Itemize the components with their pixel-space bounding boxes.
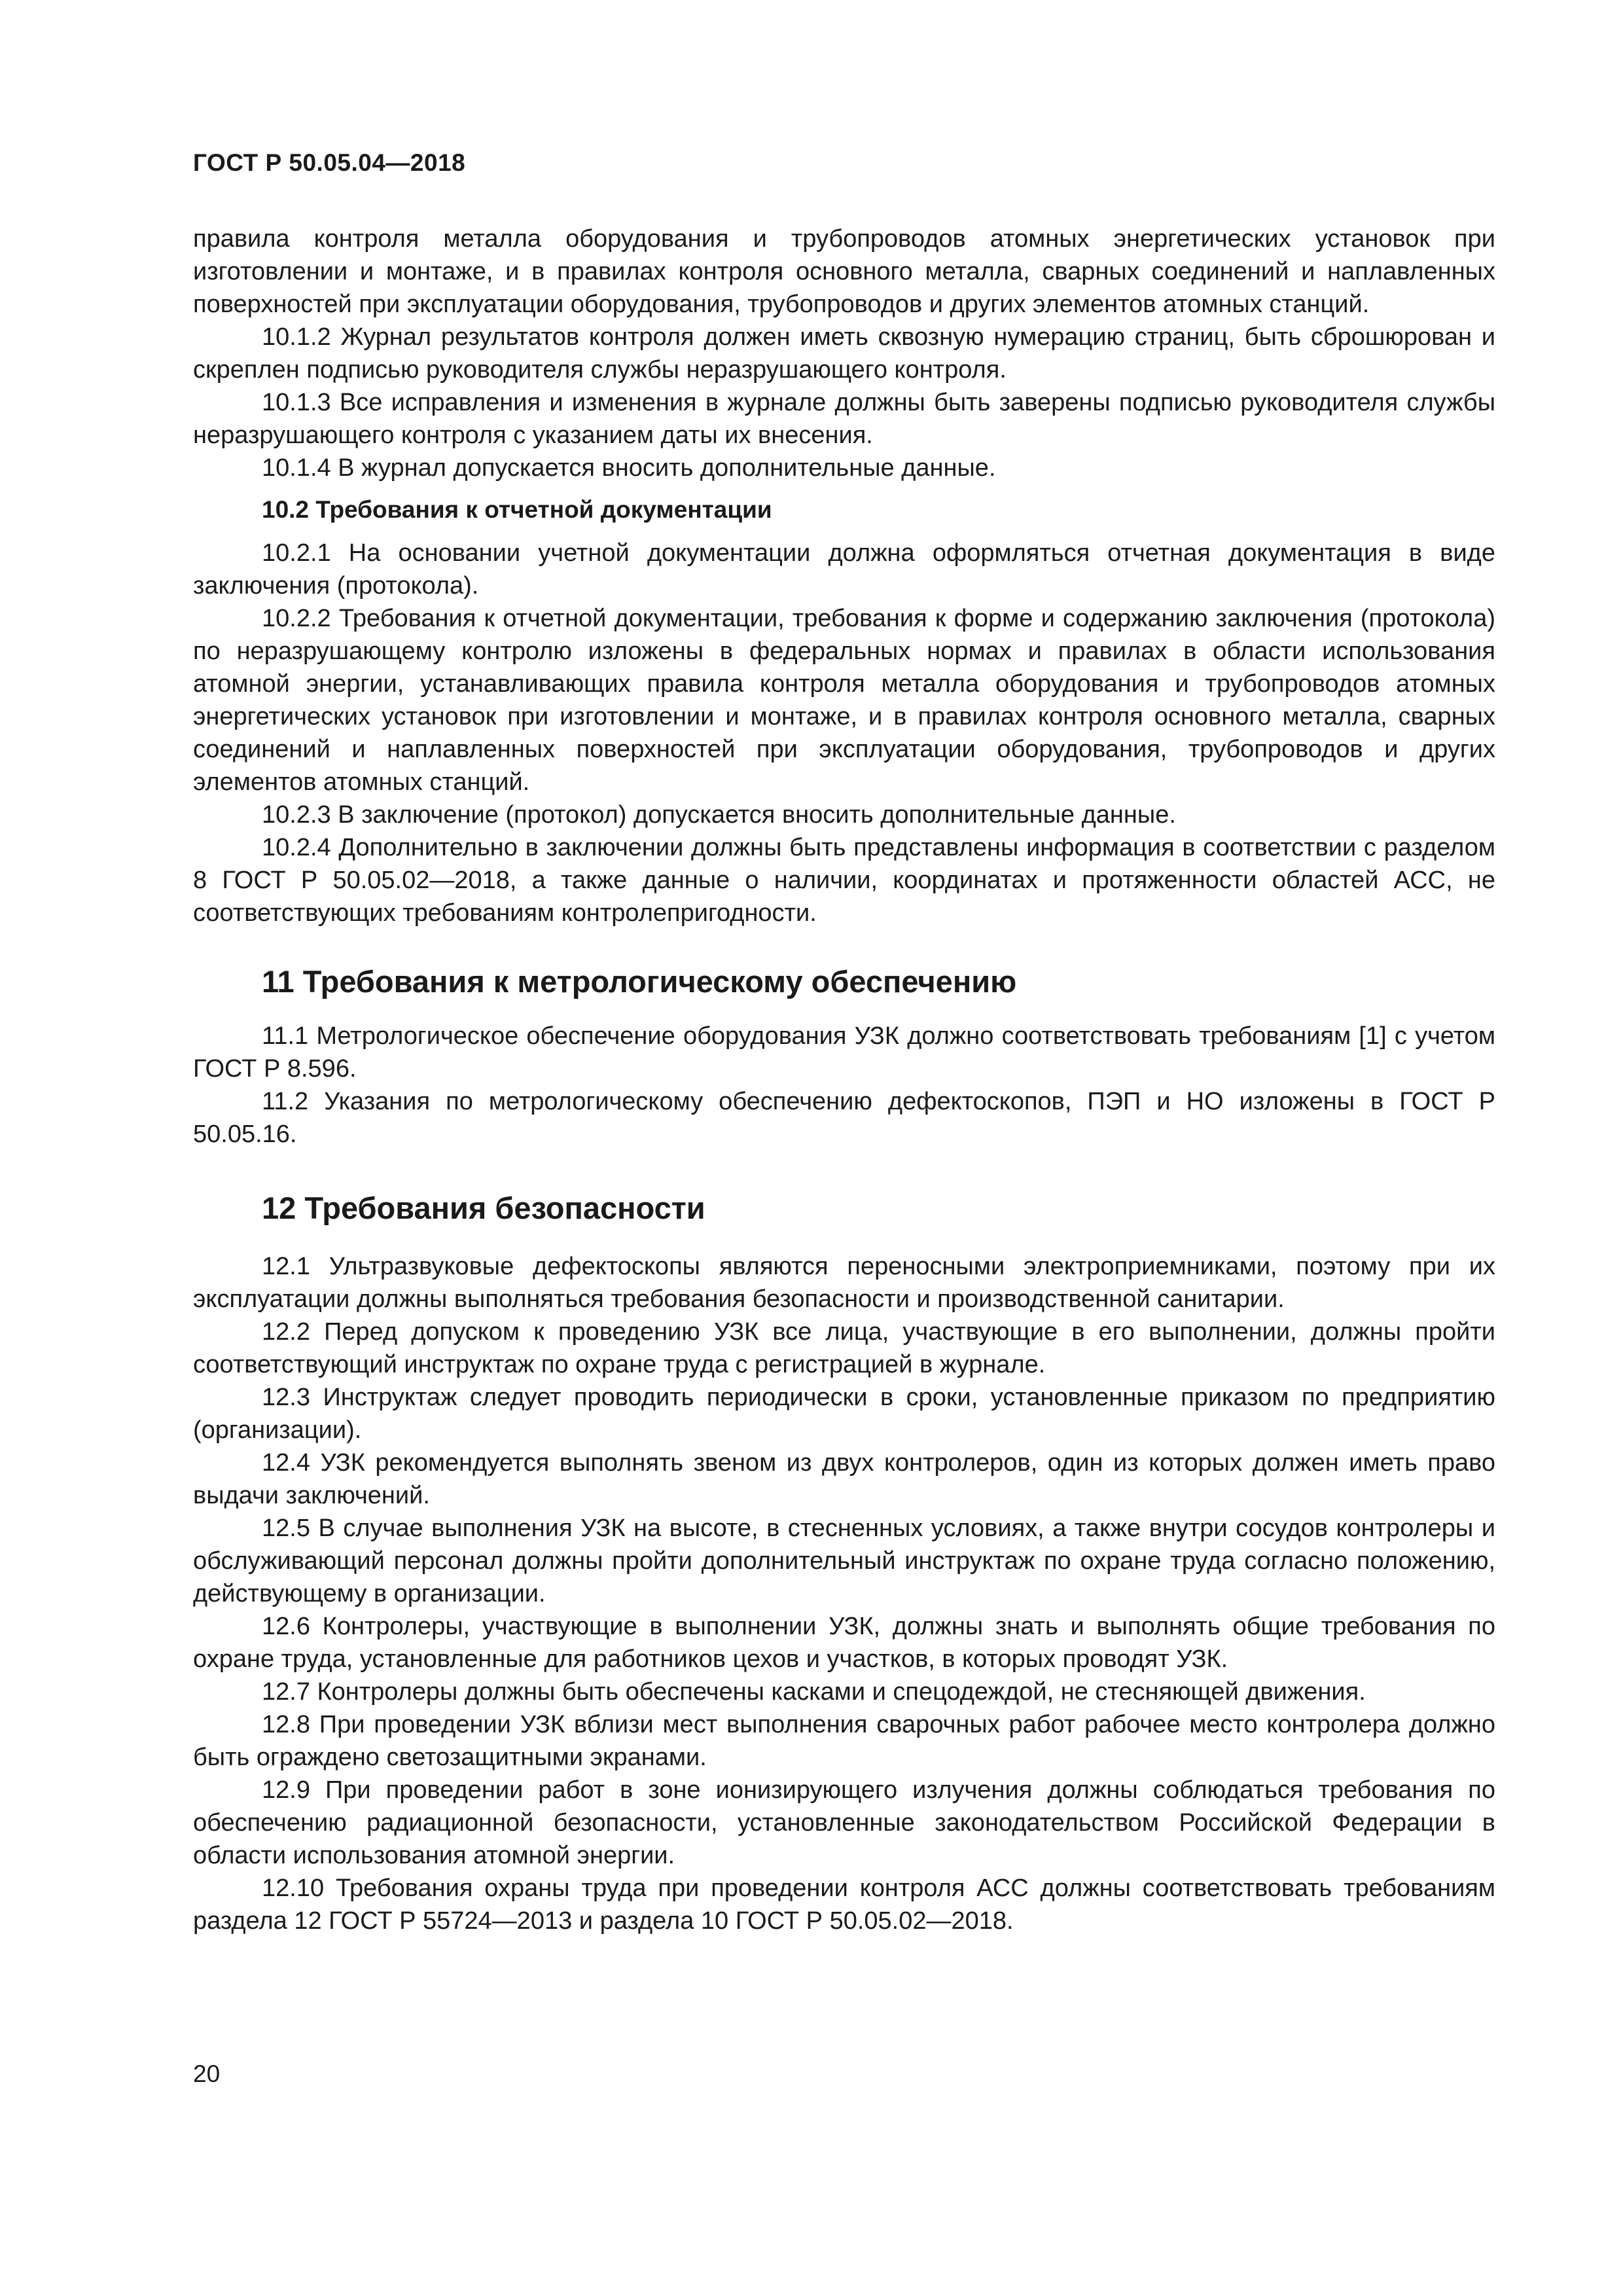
paragraph-12-6: 12.6 Контролеры, участвующие в выполнении УЗК, должны знать и выполнять общие требования по охране труда, установленные для работников цехов и участков, в которых проводят УЗК. — [193, 1613, 1495, 1673]
section-title-11: 11 Требования к метрологическому обеспечению — [262, 964, 1017, 999]
paragraph-11-1: 11.1 Метрологическое обеспечение оборудования УЗК должно соответствовать требованиям [1] с учетом ГОСТ Р 8.596. — [193, 1022, 1495, 1083]
paragraph-12-1: 12.1 Ультразвуковые дефектоскопы являются переносными электроприемниками, поэтому при их эксплуатации должны выполняться требования безопасности и производственной санитарии. — [193, 1253, 1495, 1313]
paragraph-10-2-1: 10.2.1 На основании учетной документации должна оформляться отчетная документация в виде заключения (протокола). — [193, 539, 1495, 600]
section-title-12: 12 Требования безопасности — [262, 1191, 705, 1225]
paragraph-10-1-4: 10.1.4 В журнал допускается вносить дополнительные данные. — [262, 454, 996, 482]
paragraph-10-2-4: 10.2.4 Дополнительно в заключении должны быть представлены информация в соответствии с разделом 8 ГОСТ Р 50.05.02—2018, а также данные о наличии, координатах и протяженности областей АСС, не соответствующих требованиям контролепригодности. — [193, 834, 1495, 927]
paragraph-12-3: 12.3 Инструктаж следует проводить периодически в сроки, установленные приказом по предприятию (организации). — [193, 1384, 1495, 1444]
paragraph-10-2-2: 10.2.2 Требования к отчетной документации, требования к форме и содержанию заключения (протокола) по неразрушающему контролю изложены в федеральных нормах и правилах в области использования атомной энергии, устанавливающих правила контроля металла оборудования и трубопроводов атомных энергетических установок при изготовлении и монтаже, и в правилах контроля основного металла, сварных соединений и наплавленных поверхностей при эксплуатации оборудования, трубопроводов и других элементов атомных станций. — [193, 605, 1495, 796]
page-number: 20 — [193, 2060, 221, 2087]
document-body — [193, 223, 1495, 1937]
paragraph-12-5: 12.5 В случае выполнения УЗК на высоте, в стесненных условиях, а также внутри сосудов контролеры и обслуживающий персонал должны пройти дополнительный инструктаж по охране труда согласно положению, действующему в организации. — [193, 1515, 1495, 1607]
paragraph-12-7: 12.7 Контролеры должны быть обеспечены касками и спецодеждой, не стесняющей движения. — [262, 1678, 1366, 1706]
subsection-title-10-2: 10.2 Требования к отчетной документации — [262, 496, 772, 523]
paragraph-11-2: 11.2 Указания по метрологическому обеспечению дефектоскопов, ПЭП и НО изложены в ГОСТ Р 50.05.16. — [193, 1088, 1495, 1148]
paragraph-12-8: 12.8 При проведении УЗК вблизи мест выполнения сварочных работ рабочее место контролера должно быть ограждено светозащитными экранами. — [193, 1711, 1495, 1771]
paragraph-10-1-3: 10.1.3 Все исправления и изменения в журнале должны быть заверены подписью руководителя службы неразрушающего контроля с указанием даты их внесения. — [193, 389, 1495, 449]
paragraph-12-4: 12.4 УЗК рекомендуется выполнять звеном из двух контролеров, один из которых должен иметь право выдачи заключений. — [193, 1449, 1495, 1509]
paragraph-12-2: 12.2 Перед допуском к проведению УЗК все лица, участвующие в его выполнении, должны пройти соответствующий инструктаж по охране труда с регистрацией в журнале. — [193, 1318, 1495, 1378]
paragraph-12-10: 12.10 Требования охраны труда при проведении контроля АСС должны соответствовать требованиям раздела 12 ГОСТ Р 55724—2013 и раздела 10 ГОСТ Р 50.05.02—2018. — [193, 1874, 1495, 1935]
continued-paragraph: правила контроля металла оборудования и трубопроводов атомных энергетических установок при изготовлении и монтаже, и в правилах контроля основного металла, сварных соединений и наплавленных поверхностей при эксплуатации оборудования, трубопроводов и других элементов атомных станций. — [193, 225, 1495, 318]
document-code-header: ГОСТ Р 50.05.04—2018 — [193, 149, 466, 176]
paragraph-12-9: 12.9 При проведении работ в зоне ионизирующего излучения должны соблюдаться требования по обеспечению радиационной безопасности, установленные законодательством Российской Федерации в области использования атомной энергии. — [193, 1776, 1495, 1869]
paragraph-10-1-2: 10.1.2 Журнал результатов контроля должен иметь сквозную нумерацию страниц, быть сброшюрован и скреплен подписью руководителя службы неразрушающего контроля. — [193, 323, 1495, 384]
paragraph-10-2-3: 10.2.3 В заключение (протокол) допускается вносить дополнительные данные. — [262, 801, 1176, 829]
